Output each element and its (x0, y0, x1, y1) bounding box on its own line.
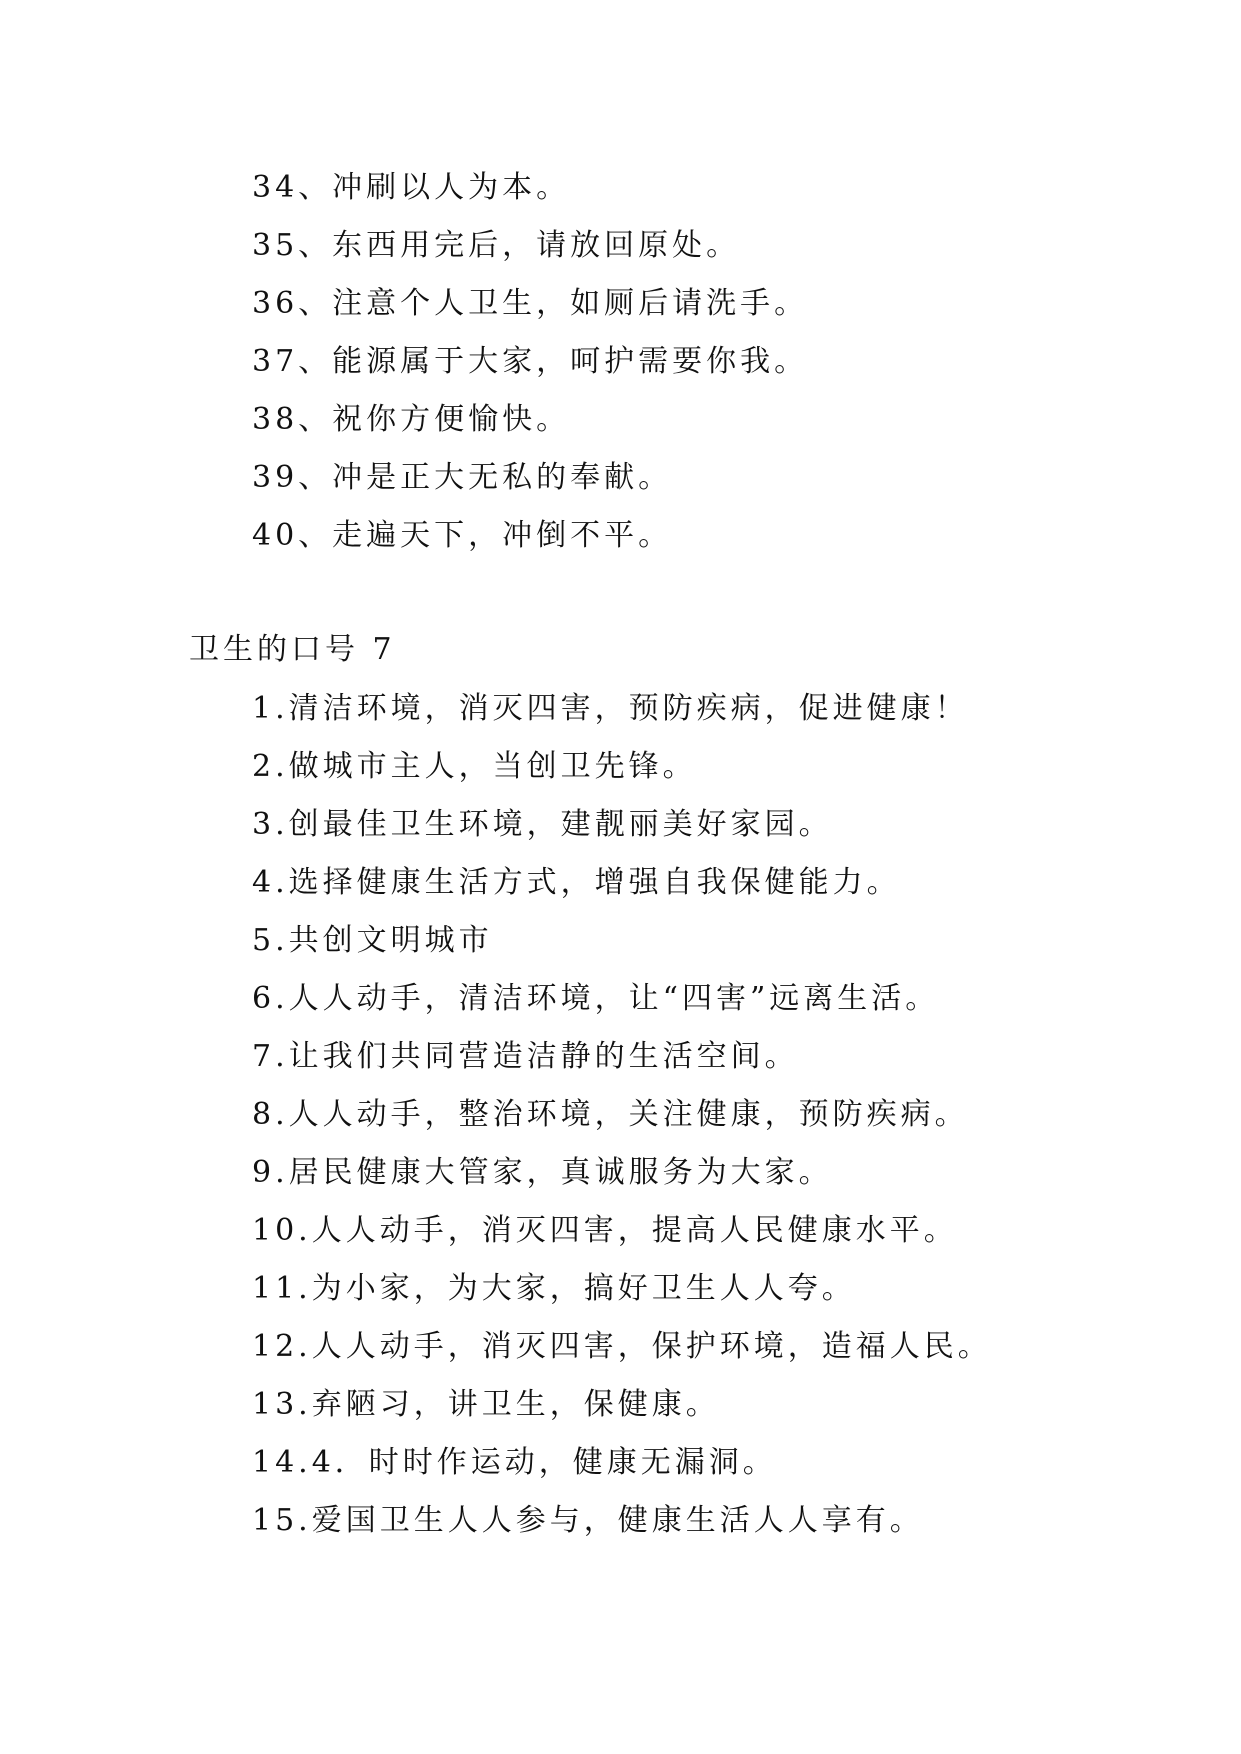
list-item: 2.做城市主人，当创卫先锋。 (252, 749, 697, 784)
list-item: 6.人人动手，清洁环境，让“四害”远离生活。 (252, 981, 940, 1016)
list-item: 40、走遍天下，冲倒不平。 (252, 518, 673, 553)
list-item: 7.让我们共同营造洁静的生活空间。 (252, 1039, 799, 1074)
list-item: 3.创最佳卫生环境，建靓丽美好家园。 (252, 807, 833, 842)
list-item: 15.爱国卫生人人参与，健康生活人人享有。 (252, 1503, 924, 1538)
list-item: 4.选择健康生活方式，增强自我保健能力。 (252, 865, 901, 900)
list-item: 11.为小家，为大家，搞好卫生人人夸。 (252, 1271, 856, 1306)
list-item: 39、冲是正大无私的奉献。 (252, 460, 673, 495)
list-item: 1.清洁环境，消灭四害，预防疾病，促进健康！ (252, 691, 969, 726)
list-item: 14.4．时时作运动，健康无漏洞。 (252, 1445, 777, 1480)
list-item: 9.居民健康大管家，真诚服务为大家。 (252, 1155, 833, 1190)
list-item: 13.弃陋习，讲卫生，保健康。 (252, 1387, 720, 1422)
list-item: 35、东西用完后，请放回原处。 (252, 228, 741, 263)
list-item: 38、祝你方便愉快。 (252, 402, 571, 437)
list-item: 34、冲刷以人为本。 (252, 170, 571, 205)
list-item: 10.人人动手，消灭四害，提高人民健康水平。 (252, 1213, 958, 1248)
list-item: 8.人人动手，整治环境，关注健康，预防疾病。 (252, 1097, 969, 1132)
section-heading: 卫生的口号 7 (189, 632, 396, 667)
list-item: 36、注意个人卫生，如厕后请洗手。 (252, 286, 809, 321)
list-item: 5.共创文明城市 (252, 923, 493, 958)
list-item: 12.人人动手，消灭四害，保护环境，造福人民。 (252, 1329, 992, 1364)
list-item: 37、能源属于大家，呵护需要你我。 (252, 344, 809, 379)
